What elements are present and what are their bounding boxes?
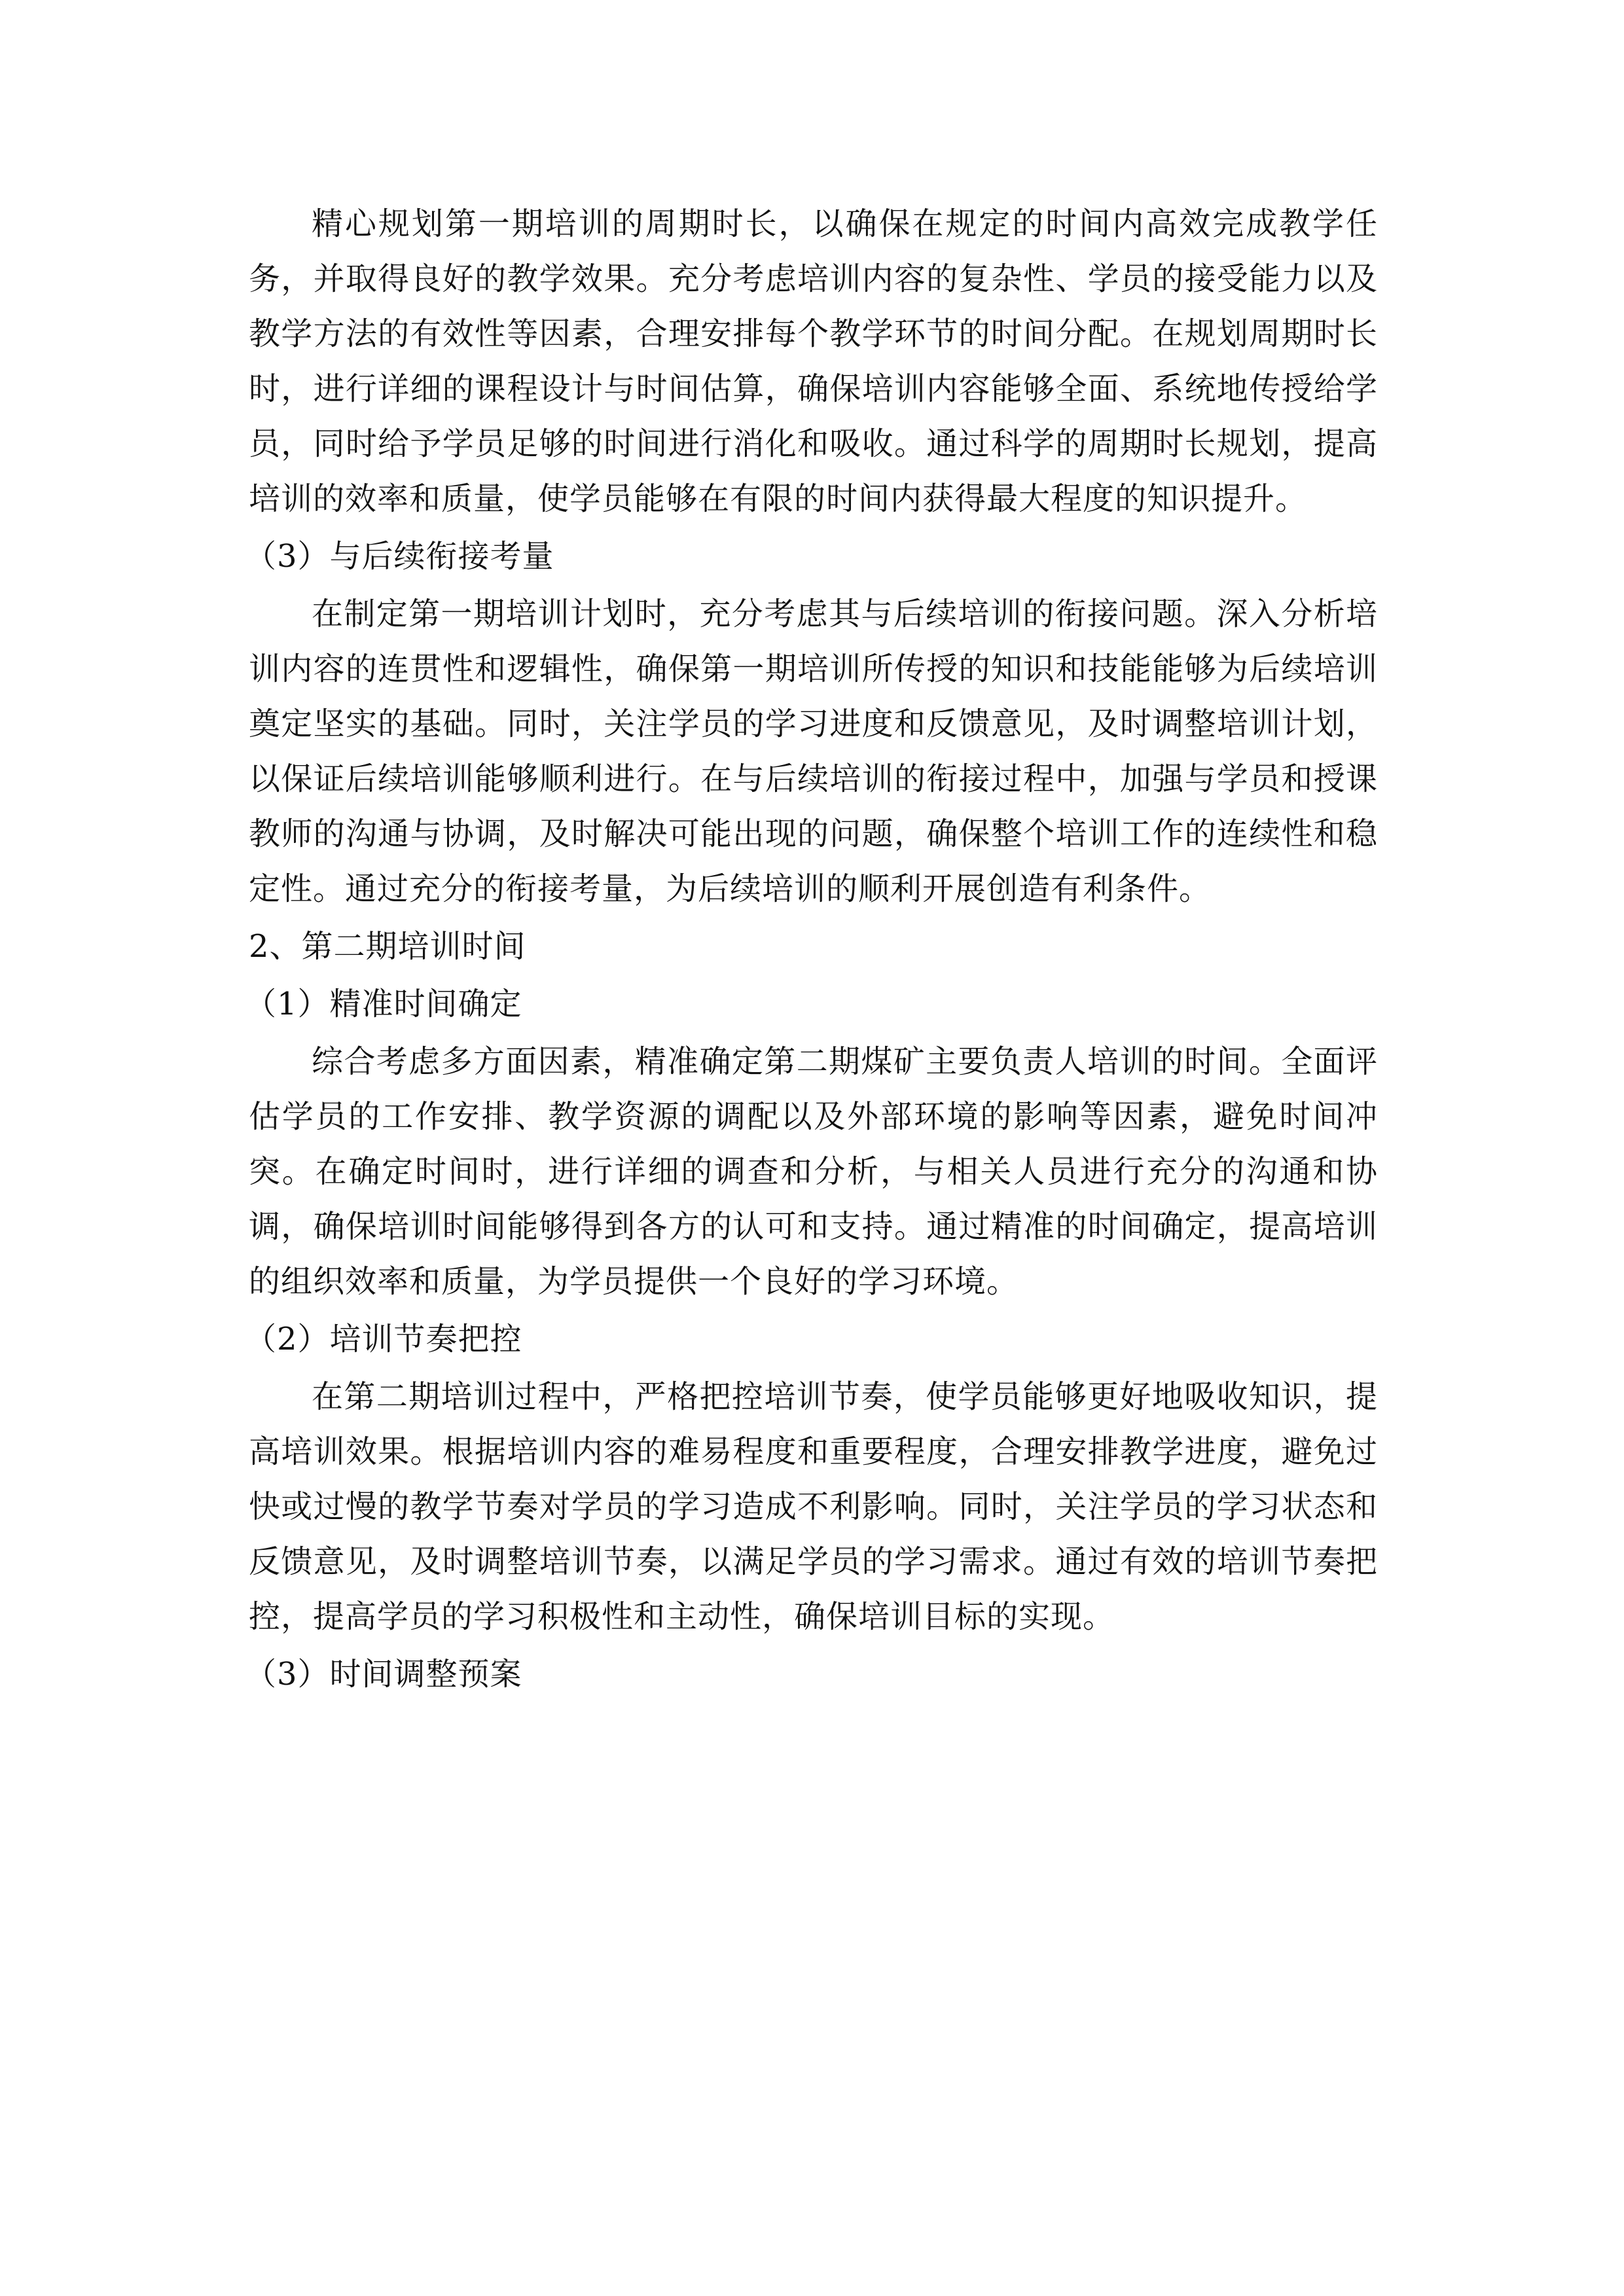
paragraph-follow-up-connection: 在制定第一期培训计划时，充分考虑其与后续培训的衔接问题。深入分析培训内容的连贯性和逻辑性，确保第一期培训所传授的知识和技能能够为后续培训奠定坚实的基础。同时，关注学员的学习进度和反馈意见，及时调整培训计划，以保证后续培训能够顺利进行。在与后续培训的衔接过程中，加强与学员和授课教师的沟通与协调，及时解决可能出现的问题，确保整个培训工作的连续性和稳定性。通过充分的衔接考量，为后续培训的顺利开展创造有利条件。: [249, 596, 1378, 907]
paragraph-training-pace: 在第二期培训过程中，严格把控培训节奏，使学员能够更好地吸收知识，提高培训效果。根据培训内容的难易程度和重要程度，合理安排教学进度，避免过快或过慢的教学节奏对学员的学习造成不利影响。同时，关注学员的学习状态和反馈意见，及时调整培训节奏，以满足学员的学习需求。通过有效的培训节奏把控，提高学员的学习积极性和主动性，确保培训目标的实现。: [249, 1378, 1378, 1635]
subheading-time-adjustment-plan: （3）时间调整预案: [245, 1656, 522, 1693]
document-body: [245, 196, 1378, 1704]
subheading-follow-up-connection: （3）与后续衔接考量: [245, 538, 554, 575]
subheading-training-pace: （2）培训节奏把控: [245, 1321, 522, 1357]
paragraph-precise-time: 综合考虑多方面因素，精准确定第二期煤矿主要负责人培训的时间。全面评估学员的工作安排、教学资源的调配以及外部环境的影响等因素，避免时间冲突。在确定时间时，进行详细的调查和分析，与相关人员进行充分的沟通和协调，确保培训时间能够得到各方的认可和支持。通过精准的时间确定，提高培训的组织效率和质量，为学员提供一个良好的学习环境。: [249, 1043, 1378, 1300]
heading-second-session-time: 2、第二期培训时间: [249, 928, 526, 965]
subheading-precise-time: （1）精准时间确定: [245, 986, 522, 1022]
paragraph-cycle-planning: 精心规划第一期培训的周期时长，以确保在规定的时间内高效完成教学任务，并取得良好的教学效果。充分考虑培训内容的复杂性、学员的接受能力以及教学方法的有效性等因素，合理安排每个教学环节的时间分配。在规划周期时长时，进行详细的课程设计与时间估算，确保培训内容能够全面、系统地传授给学员，同时给予学员足够的时间进行消化和吸收。通过科学的周期时长规划，提高培训的效率和质量，使学员能够在有限的时间内获得最大程度的知识提升。: [249, 206, 1378, 517]
